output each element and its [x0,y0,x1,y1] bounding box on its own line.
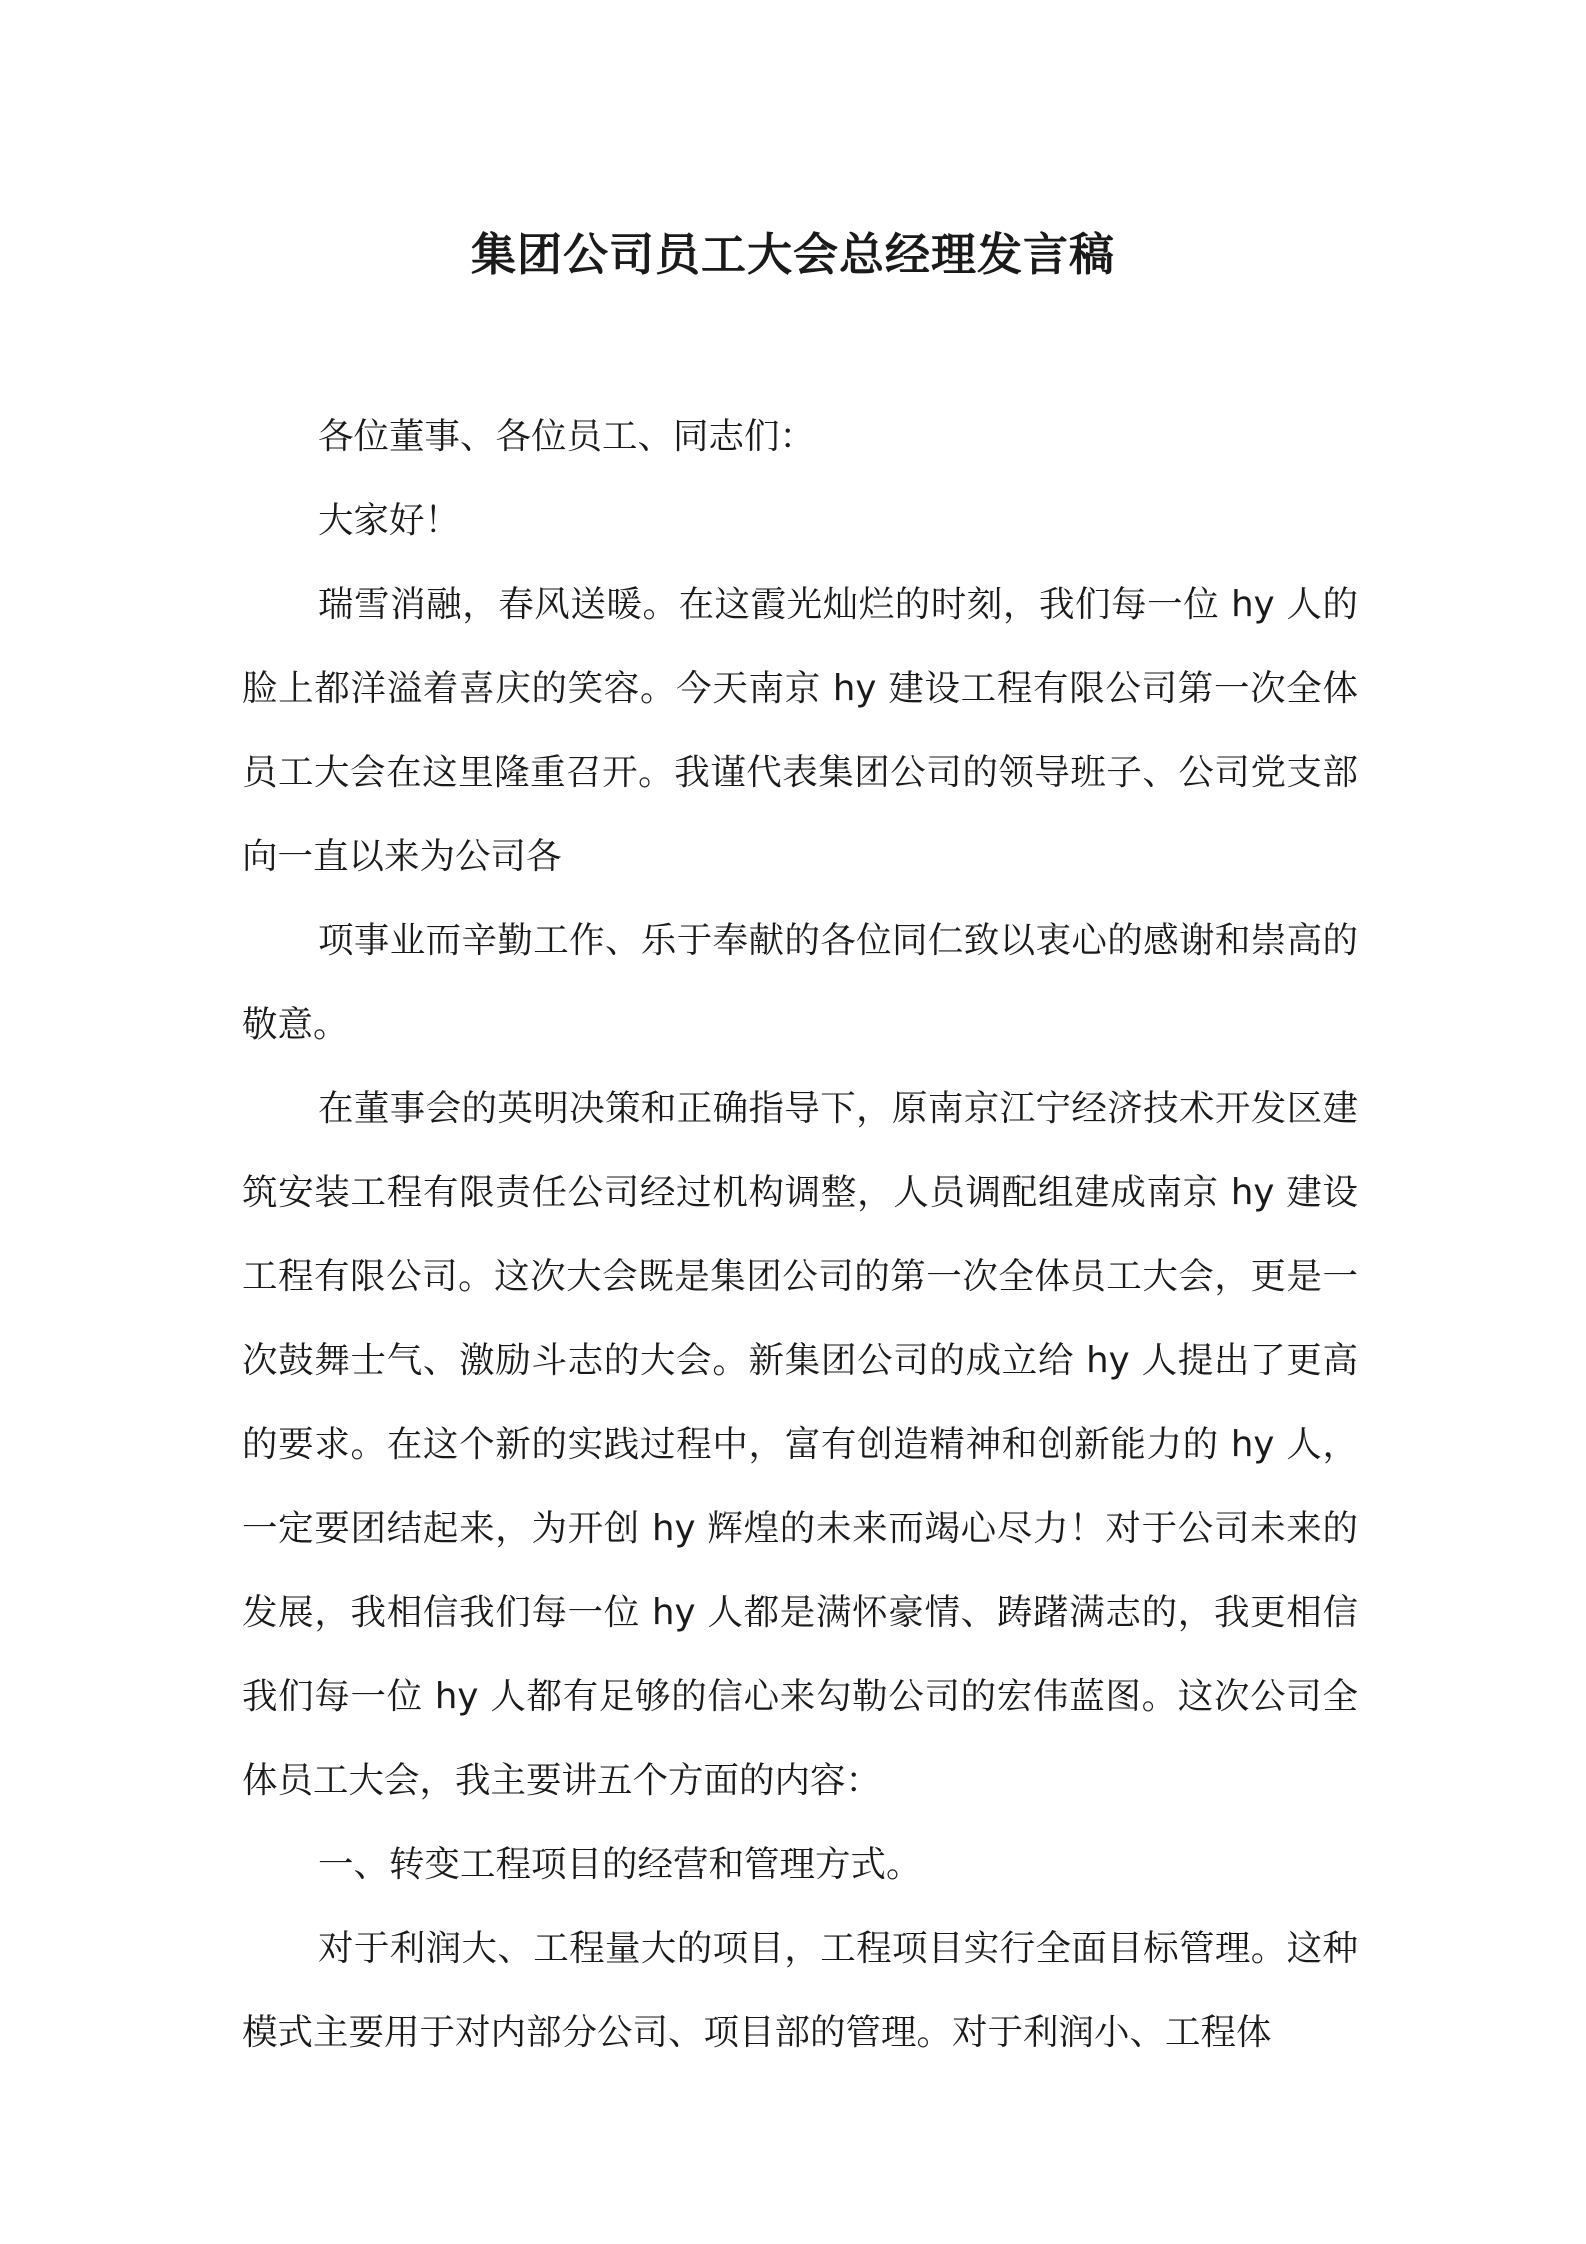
paragraph-salutation: 各位董事、各位员工、同志们： [318,416,816,457]
paragraph-project-management: 对于利润大、工程量大的项目，工程项目实行全面目标管理。这种模式主要用于对内部分公司、项目部的管理。对于利润小、工程体 [242,1928,1358,2053]
document-title: 集团公司员工大会总经理发言稿 [470,228,1115,281]
paragraph-company-background: 在董事会的英明决策和正确指导下，原南京江宁经济技术开发区建筑安装工程有限责任公司经过机构调整，人员调配组建成南京 hy 建设工程有限公司。这次大会既是集团公司的第一次全体员工大会，更是一次鼓舞士气、激励斗志的大会。新集团公司的成立给 hy 人提出了更高的要求。在这个新的实践过程中，富有创造精神和创新能力的 hy 人，一定要团结起来，为开创 hy 辉煌的未来而竭心尽力！对于公司未来的发展，我相信我们每一位 hy 人都是满怀豪情、踌躇满志的，我更相信我们每一位 hy 人都有足够的信心来勾勒公司的宏伟蓝图。这次公司全体员工大会，我主要讲五个方面的内容： [242,1088,1358,1801]
paragraph-opening: 瑞雪消融，春风送暖。在这霞光灿烂的时刻，我们每一位 hy 人的脸上都洋溢着喜庆的笑容。今天南京 hy 建设工程有限公司第一次全体员工大会在这里隆重召开。我谨代表集团公司的领导班子、公司党支部向一直以来为公司各 [242,584,1358,877]
paragraph-section-heading-1: 一、转变工程项目的经营和管理方式。 [318,1844,922,1885]
document-body [242,395,1358,2075]
paragraph-gratitude: 项事业而辛勤工作、乐于奉献的各位同仁致以衷心的感谢和崇高的敬意。 [242,920,1358,1045]
paragraph-greeting: 大家好！ [318,500,461,541]
